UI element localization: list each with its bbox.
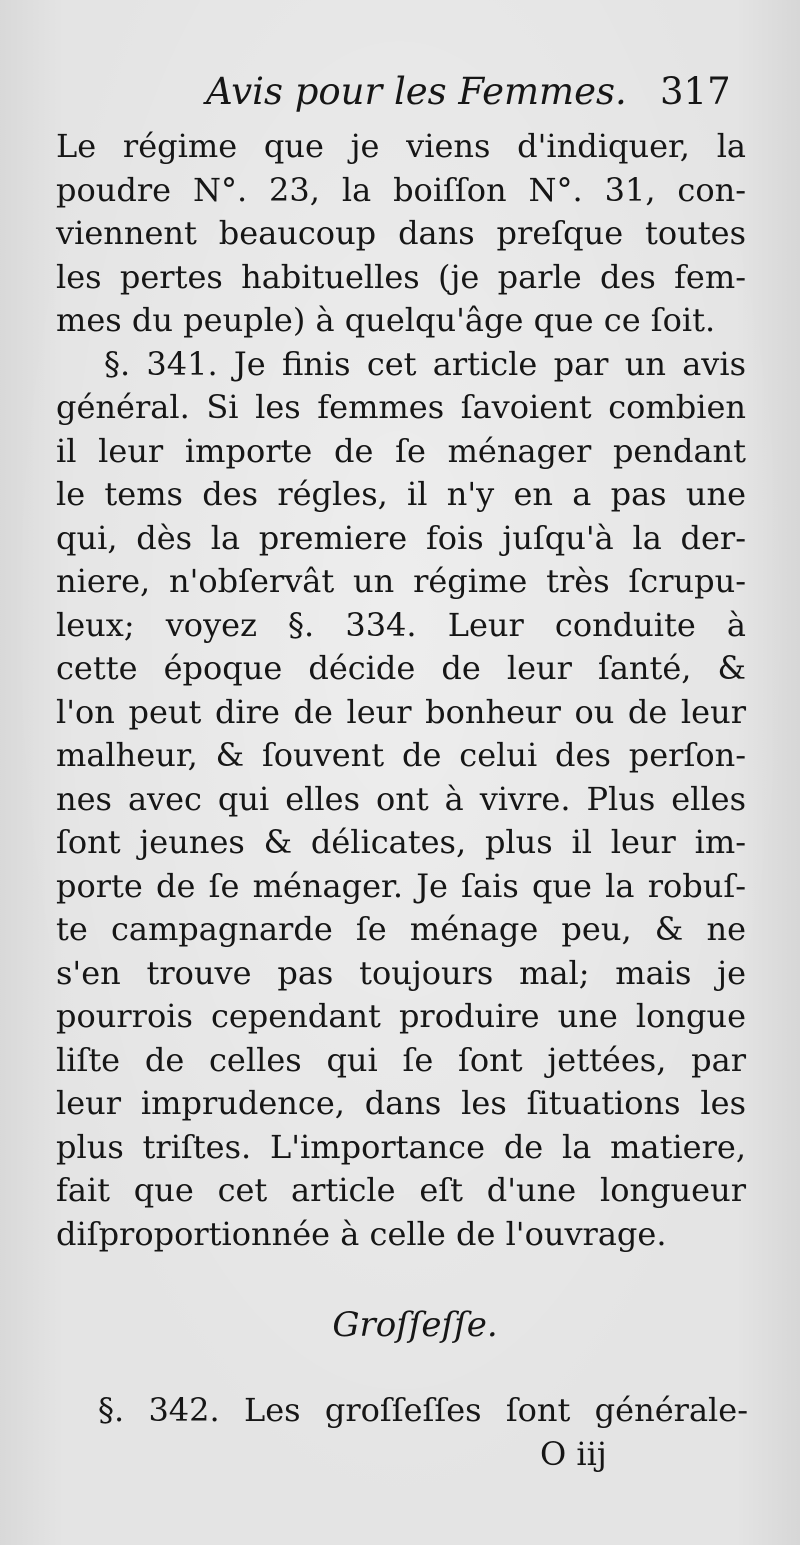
text-line: cette époque décide de leur ſanté, & bbox=[56, 649, 746, 687]
running-head bbox=[0, 64, 800, 120]
text-line: l'on peut dire de leur bonheur ou de leur bbox=[56, 692, 746, 731]
running-title: Avis pour les Femmes. bbox=[206, 70, 627, 113]
text-line: pourrois cependant produire une longue bbox=[56, 997, 746, 1035]
body-text bbox=[56, 125, 746, 1256]
text-line: poudre N°. 23, la boiſſon N°. 31, con- bbox=[56, 170, 746, 209]
text-line: ſont jeunes & délicates, plus il leur im- bbox=[56, 823, 746, 861]
text-line: s'en trouve pas toujours mal; mais je bbox=[56, 953, 746, 992]
text-line: leux; voyez §. 334. Leur conduite à bbox=[56, 605, 746, 644]
text-line: le tems des régles, il n'y en a pas une bbox=[56, 475, 746, 513]
text-line: les pertes habituelles (je parle des fem- bbox=[56, 257, 746, 296]
text-line: leur imprudence, dans les ſituations les bbox=[56, 1084, 746, 1122]
text-line: malheur, & ſouvent de celui des perſon- bbox=[56, 736, 746, 774]
section-heading bbox=[0, 1300, 800, 1350]
text-line: qui, dès la premiere fois juſqu'à la der- bbox=[56, 518, 746, 557]
next-paragraph-start: §. 342. Les groſſeſſes ſont générale- bbox=[98, 1391, 748, 1429]
text-line: porte de ſe ménager. Je ſais que la robuſ- bbox=[56, 866, 746, 905]
text-line: Le régime que je viens d'indiquer, la bbox=[56, 127, 746, 165]
text-line: il leur importe de ſe ménager pendant bbox=[56, 431, 746, 470]
text-line: §. 341. Je finis cet article par un avis bbox=[104, 344, 746, 383]
text-line: niere, n'obſervât un régime très ſcrupu- bbox=[56, 562, 746, 600]
text-line: plus triſtes. L'importance de la matiere, bbox=[56, 1127, 746, 1166]
page-number: 317 bbox=[660, 70, 731, 113]
text-line: diſproportionnée à celle de l'ouvrage. bbox=[56, 1214, 667, 1253]
text-line: général. Si les femmes ſavoient combien bbox=[56, 388, 746, 426]
text-line: nes avec qui elles ont à vivre. Plus elles bbox=[56, 779, 746, 818]
text-line: mes du peuple) à quelqu'âge que ce ſoit. bbox=[56, 301, 716, 339]
section-heading-text: Groſſeſſe. bbox=[332, 1305, 498, 1345]
text-line: te campagnarde ſe ménage peu, & ne bbox=[56, 910, 746, 948]
text-line: viennent beaucoup dans preſque toutes bbox=[56, 214, 746, 252]
text-line: liſte de celles qui ſe ſont jettées, par bbox=[56, 1040, 746, 1079]
text-line: fait que cet article eſt d'une longueur bbox=[56, 1171, 746, 1209]
signature-mark: O iij bbox=[540, 1435, 607, 1473]
